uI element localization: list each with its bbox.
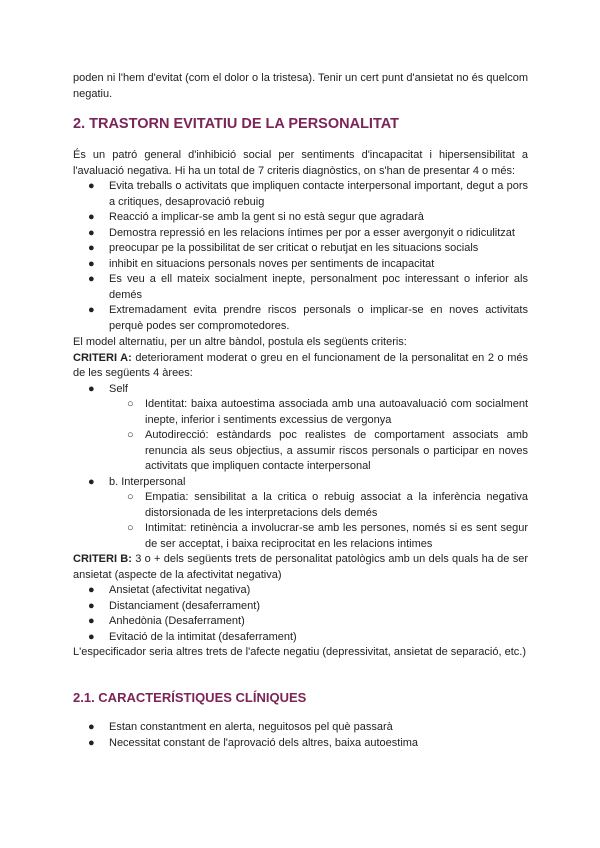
alternative-model [73, 335, 528, 645]
criterion-a-label: CRITERI A: [73, 351, 132, 364]
list-item: ● Reacció a implicar-se amb la gent si no està segur que agradarà [88, 211, 424, 223]
specifier-paragraph: L'especificador seria altres trets de l'afecte negatiu (depressivitat, ansietat de separació, etc.) [73, 646, 526, 658]
list-item: ● Extremadament evita prendre riscos personals o implicar-se en noves activitats perquè podes ser compromotedores. [88, 304, 528, 332]
list-item: ● Demostra repressió en les relacions íntimes per por a esser avergonyit o ridiculitzat [88, 226, 515, 239]
list-item: ○ Empatia: sensibilitat a la critica o rebuig associat a la inferència negativa distorsionada de les interpretacions dels demés [127, 491, 528, 519]
list-item: ● Anhedònia (Desaferrament) [88, 615, 245, 627]
criterion-b-list [73, 583, 528, 645]
list-item: ● inhibit en situacions personals noves per sentiments de incapacitat [88, 257, 435, 270]
section-2-title: 2. TRASTORN EVITATIU DE LA PERSONALITAT [73, 116, 399, 132]
list-item: ● Es veu a ell mateix socialment inepte, personalment poc interessant o inferior als demés [88, 273, 528, 301]
criterion-a: CRITERI A: deteriorament moderat o greu en el funcionament de la personalitat en 2 o més de les següents 4 àrees: [73, 351, 528, 379]
section-2-1-title: 2.1. CARACTERÍSTIQUES CLÍNIQUES [73, 690, 307, 705]
list-item: ● b. Interpersonal [88, 475, 186, 488]
criteria-list [73, 179, 528, 334]
list-item: ● Distanciament (desaferrament) [88, 599, 261, 612]
section-2-paragraph: És un patró general d'inhibició social per sentiments d'incapacitat i hipersensibilitat a l'avaluació negativa. Hi ha un total de 7 criteris diagnòstics, on s'han de presentar 4 o més: [73, 149, 528, 177]
list-item: ○ Intimitat: retinència a involucrar-se amb les persones, només si es sent segur de ser acceptat, i baixa reciprocitat en les relacions intimes [127, 522, 528, 550]
list-item: ● Self [88, 382, 128, 395]
list-item: ● Evita treballs o activitats que impliquen contacte interpersonal important, degut a pors a critiques, desaprovació rebuig [88, 180, 528, 208]
list-item: ● Necessitat constant de l'aprovació dels altres, baixa autoestima [88, 736, 419, 749]
list-item: ○ Autodirecció: estàndards poc realistes de comportament associats amb renuncia als seus objectius, a assumir riscos personals o participar en noves activitats que impliquen contacte interpersonal [127, 429, 528, 472]
list-item: ● Ansietat (afectivitat negativa) [88, 584, 251, 596]
criterion-a-list [73, 382, 528, 553]
list-item: ● Evitació de la intimitat (desaferrament) [88, 630, 297, 643]
model-intro: El model alternatiu, per un altre bàndol, postula els següents criteris: [73, 336, 407, 348]
list-item: ○ Identitat: baixa autoestima associada amb una autoavaluació com socialment inepte, inferior i sentiments excessius de vergonya [127, 398, 528, 426]
criterion-b: CRITERI B: 3 o + dels següents trets de personalitat patològics amb un dels quals ha de ser ansietat (aspecte de la afectivitat negativa) [73, 553, 528, 581]
clinical-features-list [73, 720, 528, 751]
intro-paragraph: poden ni l'hem d'evitat (com el dolor o la tristesa). Tenir un cert punt d'ansietat no és quelcom negatiu. [73, 72, 528, 100]
list-item: ● Estan constantment en alerta, neguitosos pel què passarà [88, 721, 393, 733]
criterion-b-label: CRITERI B: [73, 553, 132, 565]
section-2-body [73, 148, 528, 334]
list-item: ● preocupar pe la possibilitat de ser criticat o rebutjat en les situacions socials [88, 242, 479, 254]
